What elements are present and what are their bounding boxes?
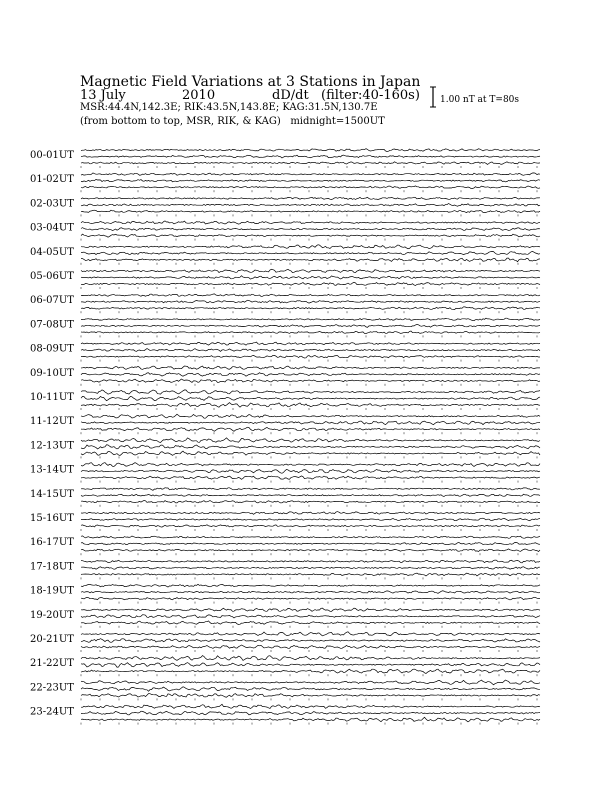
- trace-msr: [81, 680, 540, 685]
- trace-msr: [81, 366, 540, 369]
- chart-title: Magnetic Field Variations at 3 Stations in Japan: [80, 74, 421, 90]
- trace-kag: [81, 645, 540, 648]
- trace-kag: [81, 669, 540, 673]
- trace-kag: [81, 427, 540, 431]
- trace-msr: [81, 390, 540, 394]
- trace-rik: [81, 421, 540, 425]
- trace-msr: [81, 149, 540, 152]
- trace-msr: [81, 584, 540, 587]
- hour-label: 08-09UT: [30, 343, 74, 355]
- trace-kag: [81, 307, 540, 310]
- trace-kag: [81, 379, 540, 382]
- hour-label: 19-20UT: [30, 609, 74, 621]
- hour-label: 16-17UT: [30, 537, 74, 549]
- trace-kag: [81, 258, 540, 262]
- trace-rik: [81, 615, 540, 618]
- hour-label: 09-10UT: [30, 367, 74, 379]
- trace-msr: [81, 536, 540, 538]
- trace-rik: [81, 325, 540, 328]
- trace-rik: [81, 494, 540, 496]
- trace-kag: [81, 186, 540, 189]
- trace-kag: [81, 162, 540, 165]
- trace-rik: [81, 204, 540, 207]
- trace-rik: [81, 179, 540, 182]
- trace-rik: [81, 469, 540, 473]
- trace-kag: [81, 331, 540, 334]
- hour-label: 15-16UT: [30, 513, 74, 524]
- trace-msr: [81, 656, 540, 661]
- trace-rik: [81, 228, 540, 231]
- trace-msr: [81, 463, 540, 467]
- trace-rik: [81, 543, 540, 545]
- filter-label: (filter:40-160s): [321, 88, 420, 103]
- trace-rik: [81, 663, 540, 668]
- hour-label: 21-22UT: [30, 658, 74, 670]
- trace-msr: [81, 414, 540, 418]
- trace-rik: [81, 251, 540, 254]
- trace-rik: [81, 687, 540, 691]
- trace-msr: [81, 197, 540, 199]
- trace-kag: [81, 621, 540, 625]
- trace-kag: [81, 403, 540, 408]
- hour-label: 13-14UT: [30, 464, 74, 476]
- hour-label: 05-06UT: [30, 271, 74, 282]
- hour-label: 07-08UT: [30, 319, 74, 331]
- trace-msr: [81, 294, 540, 297]
- trace-kag: [81, 694, 540, 698]
- trace-kag: [81, 597, 540, 600]
- midnight-note: midnight=1500UT: [290, 116, 385, 127]
- trace-kag: [81, 549, 540, 552]
- date-label: 13 July: [80, 88, 126, 103]
- hour-label: 06-07UT: [30, 295, 74, 307]
- trace-msr: [81, 221, 540, 224]
- trace-rik: [81, 518, 540, 521]
- trace-rik: [81, 639, 540, 643]
- trace-msr: [81, 632, 540, 636]
- order-note: (from bottom to top, MSR, RIK, & KAG): [80, 116, 281, 127]
- hour-label: 20-21UT: [30, 634, 74, 645]
- trace-msr: [81, 245, 540, 249]
- trace-kag: [81, 525, 540, 527]
- hour-label: 10-11UT: [30, 392, 74, 403]
- trace-kag: [81, 573, 540, 576]
- order-note-line: [80, 117, 385, 127]
- trace-kag: [81, 210, 540, 213]
- trace-kag: [81, 451, 540, 455]
- hour-label: 01-02UT: [30, 174, 74, 186]
- trace-kag: [81, 717, 540, 722]
- scale-label: 1.00 nT at T=80s: [440, 95, 520, 105]
- hour-label: 02-03UT: [30, 198, 74, 210]
- trace-kag: [81, 282, 540, 285]
- trace-rik: [81, 155, 540, 158]
- trace-rik: [81, 567, 540, 570]
- trace-kag: [81, 355, 540, 358]
- scale-bar: [429, 86, 437, 108]
- hour-label: 14-15UT: [30, 488, 74, 500]
- trace-rik: [81, 373, 540, 377]
- hour-label: 23-24UT: [30, 706, 74, 718]
- hour-label: 17-18UT: [30, 561, 74, 573]
- year-label: 2010: [182, 88, 216, 103]
- magnetogram-rows: [30, 149, 540, 725]
- trace-msr: [81, 438, 540, 443]
- quantity-label: dD/dt: [272, 88, 309, 103]
- trace-msr: [81, 488, 540, 491]
- hour-label: 12-13UT: [30, 440, 74, 452]
- hour-label: 04-05UT: [30, 246, 74, 258]
- hour-label: 18-19UT: [30, 585, 74, 597]
- trace-rik: [81, 349, 540, 352]
- trace-msr: [81, 173, 540, 175]
- trace-rik: [81, 300, 540, 303]
- trace-rik: [81, 711, 540, 715]
- trace-msr: [81, 560, 540, 563]
- hour-label: 11-12UT: [30, 416, 74, 428]
- trace-rik: [81, 445, 540, 449]
- trace-msr: [81, 342, 540, 345]
- trace-msr: [81, 269, 540, 272]
- trace-msr: [81, 512, 540, 515]
- hour-label: 03-04UT: [30, 222, 74, 234]
- trace-kag: [81, 476, 540, 479]
- stations-label: MSR:44.4N,142.3E; RIK:43.5N,143.8E; KAG:31.5N,130.7E: [80, 102, 378, 113]
- trace-rik: [81, 276, 540, 279]
- hour-label: 22-23UT: [30, 682, 74, 694]
- trace-msr: [81, 608, 540, 611]
- trace-rik: [81, 396, 540, 400]
- trace-kag: [81, 501, 540, 503]
- trace-rik: [81, 591, 540, 594]
- trace-msr: [81, 704, 540, 708]
- hour-label: 00-01UT: [30, 150, 74, 161]
- trace-msr: [81, 318, 540, 320]
- trace-kag: [81, 234, 540, 237]
